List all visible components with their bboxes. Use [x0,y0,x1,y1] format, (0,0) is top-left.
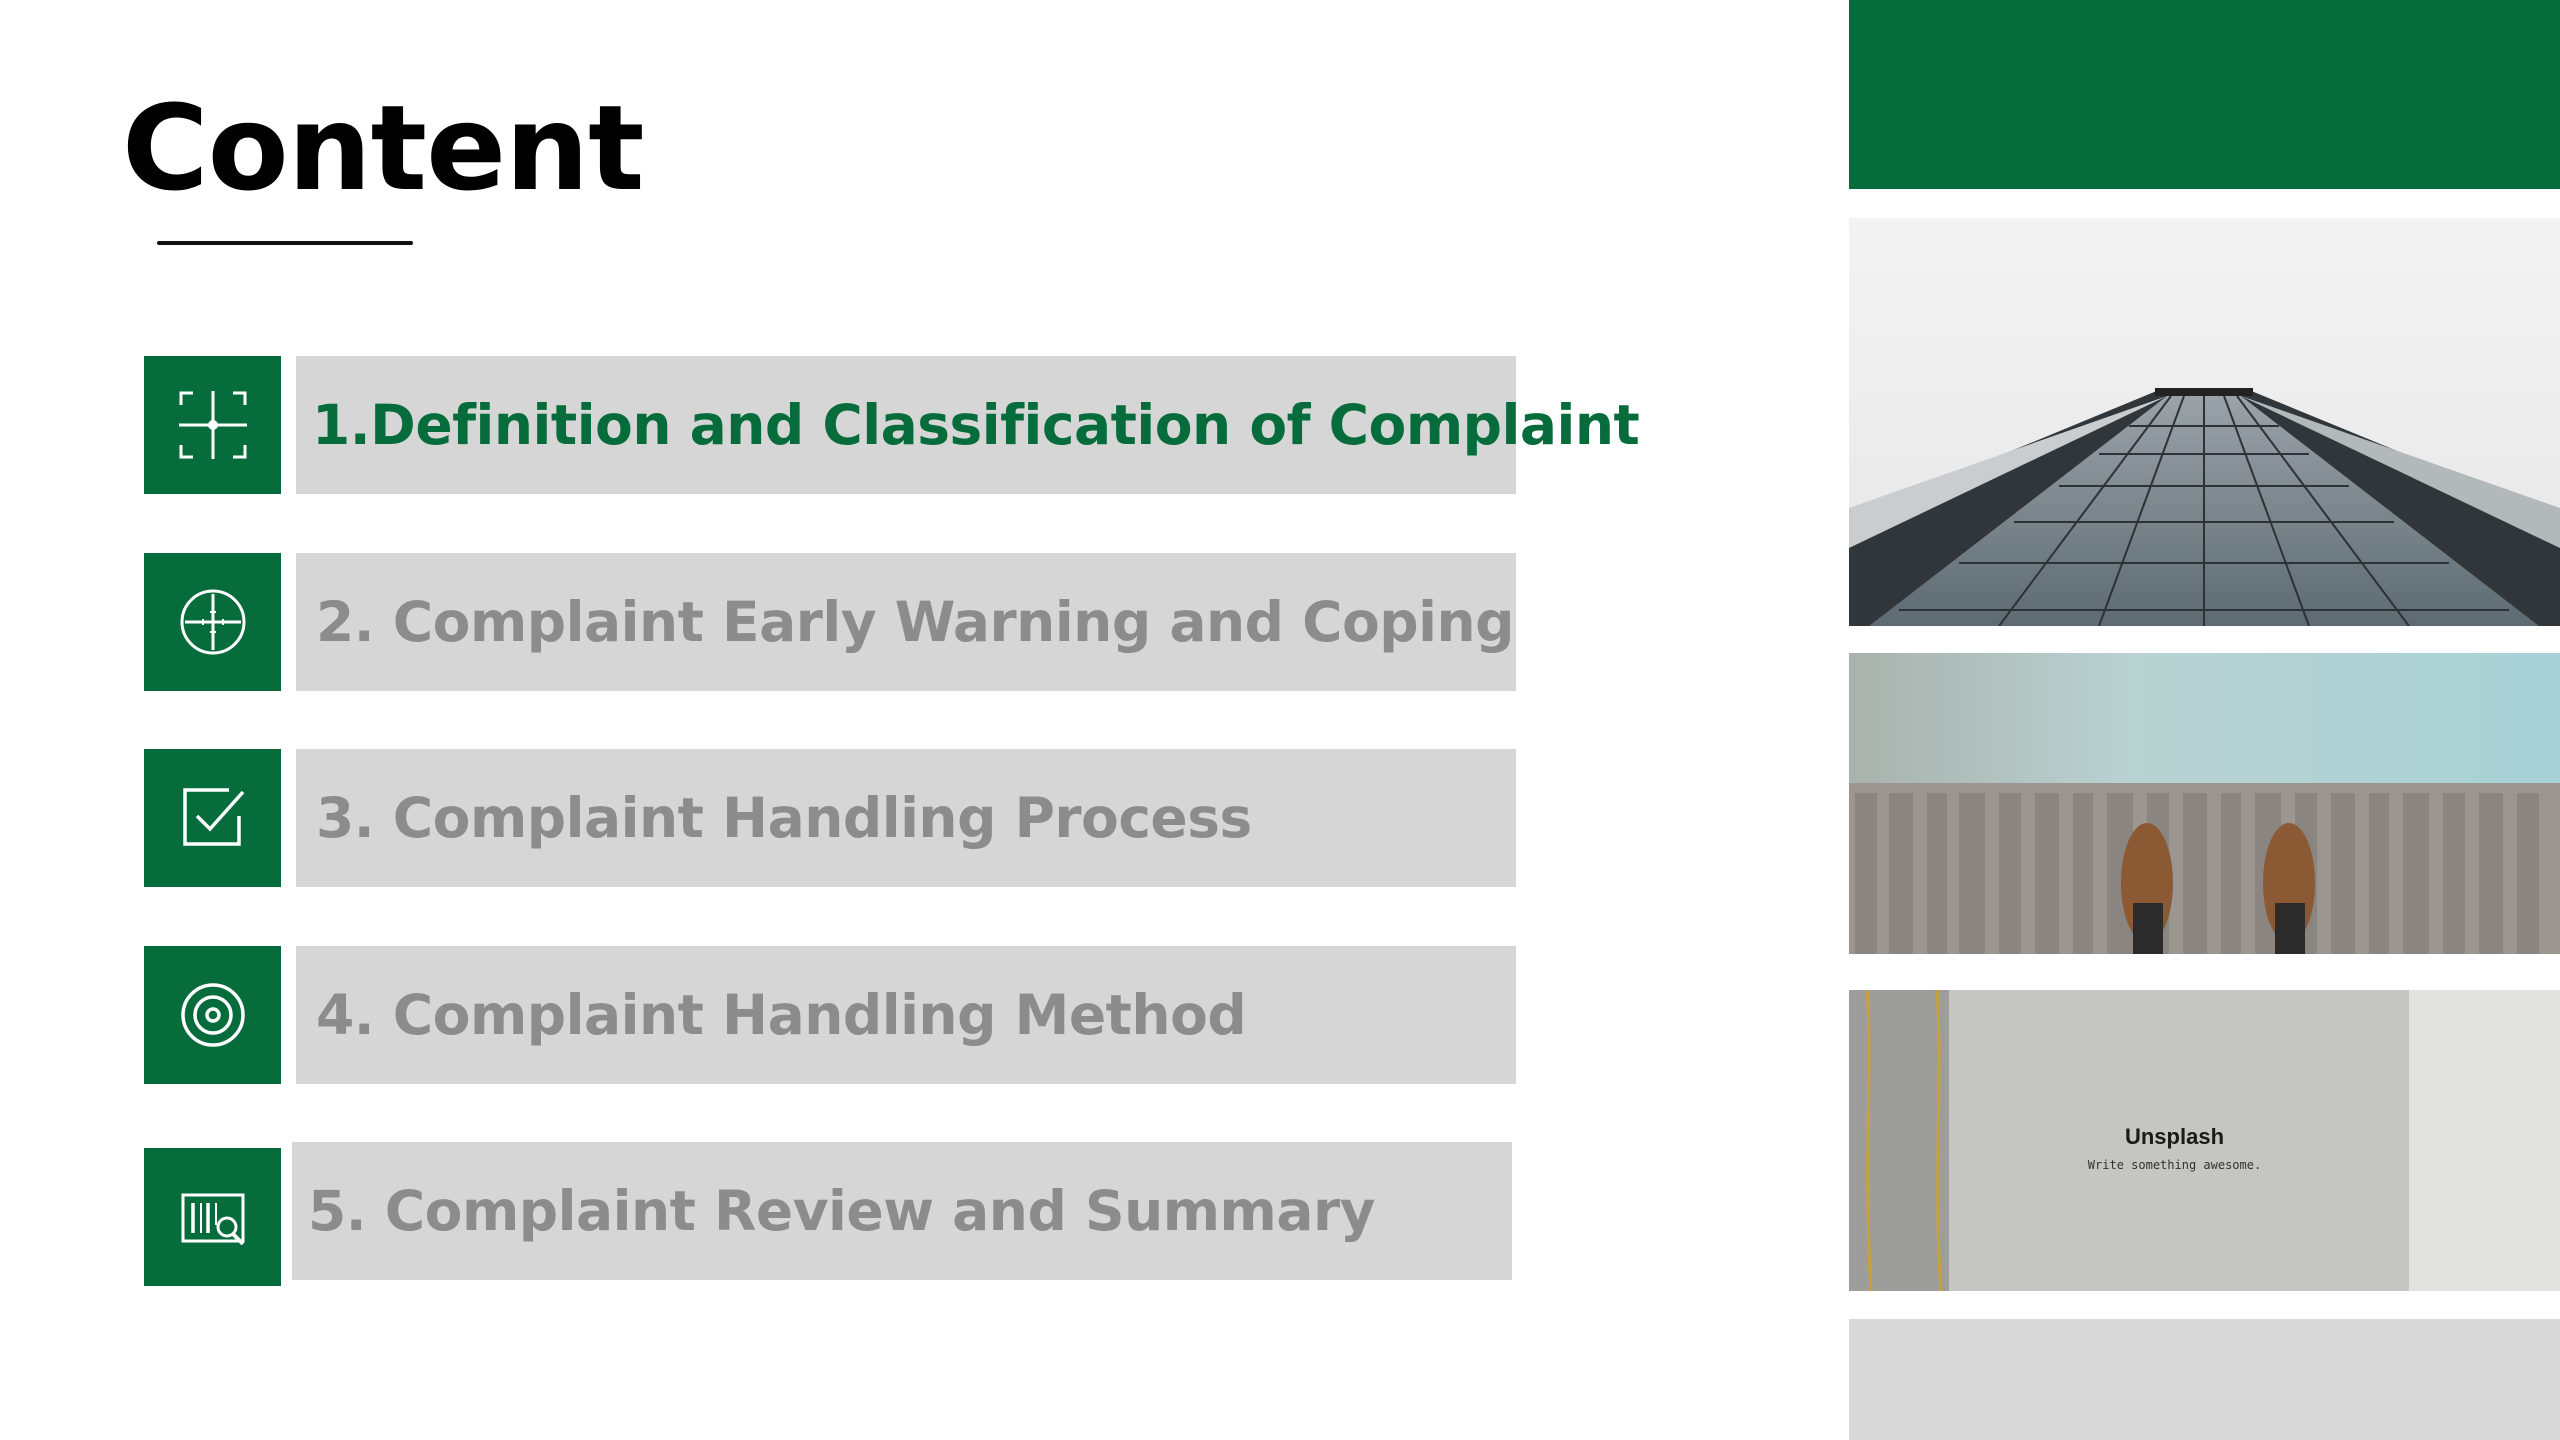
page-title: Content [122,79,644,217]
notebook-photo [1849,990,2560,1291]
accent-block [1849,0,2560,189]
skyscraper-photo [1849,218,2560,626]
notebook-title: Unsplash [2124,1124,2225,1149]
toc-item-label: 1.Definition and Classification of Complaint [312,393,1640,457]
barcode-search-icon [144,1148,281,1286]
toc-item-5[interactable] [144,1148,1516,1286]
crosshair-circle-icon [144,553,281,691]
toc-item-4[interactable] [144,946,1516,1084]
dock-feet-photo [1849,653,2560,954]
notebook-subtitle: Write something awesome. [2087,1158,2262,1172]
focus-frame-icon [144,356,281,494]
toc-item-bar [296,356,1640,494]
toc-item-label: 4. Complaint Handling Method [316,983,1247,1047]
toc-item-bar [296,946,1516,1084]
toc-item-2[interactable] [144,553,1516,691]
toc-item-bar [296,749,1516,887]
toc-item-1[interactable] [144,356,1640,494]
toc-item-bar [292,1142,1512,1280]
toc-item-label: 2. Complaint Early Warning and Coping [316,590,1515,654]
toc-item-3[interactable] [144,749,1516,887]
toc-item-label: 5. Complaint Review and Summary [308,1179,1375,1243]
checkbox-icon [144,749,281,887]
title-underline [157,241,413,245]
toc-item-bar [296,553,1516,691]
gray-block [1849,1319,2560,1440]
toc-item-label: 3. Complaint Handling Process [316,786,1252,850]
target-icon [144,946,281,1084]
